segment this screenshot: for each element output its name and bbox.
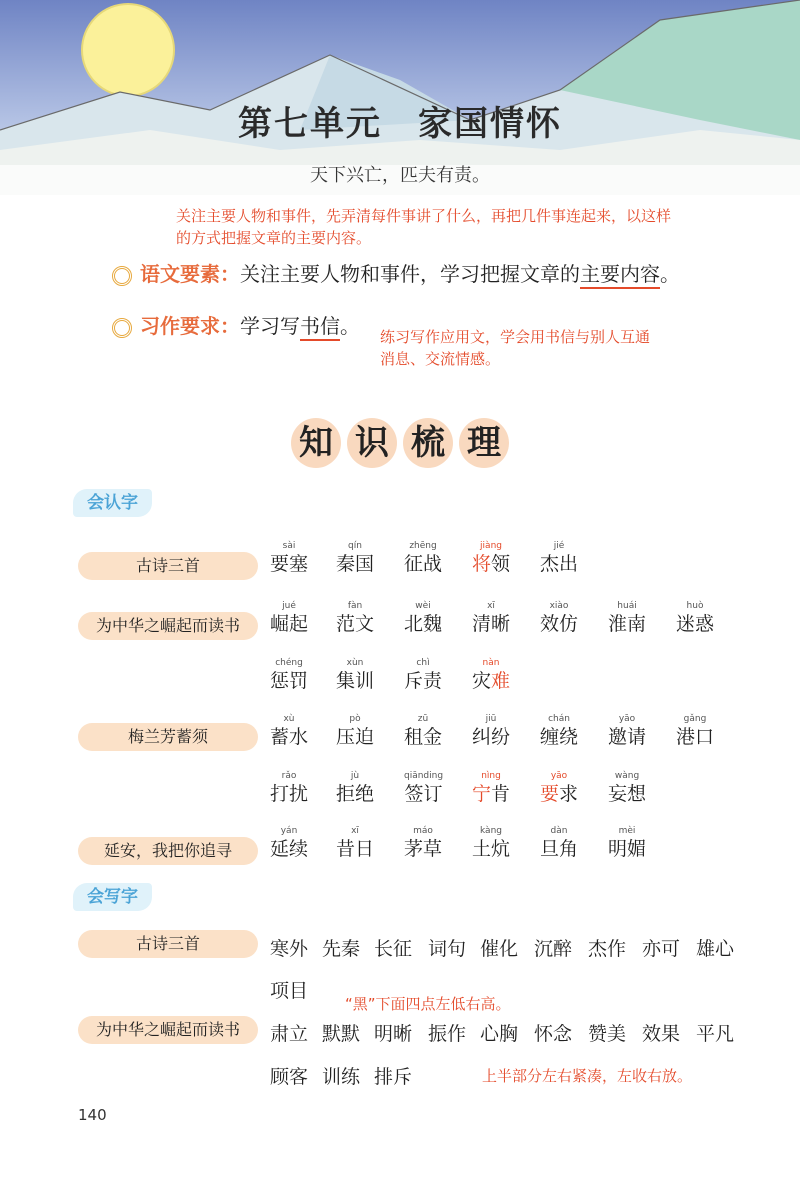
write-word: 雄心 <box>696 938 735 960</box>
word-chars: 杰出 <box>540 553 579 575</box>
pinyin: jiàng <box>480 541 502 551</box>
pinyin: wàng <box>614 771 640 781</box>
recognize-word <box>540 600 578 636</box>
write-word: 杰作 <box>588 938 627 960</box>
pinyin: yán <box>280 826 298 836</box>
pinyin: nìng <box>481 771 501 781</box>
recognize-word <box>608 713 646 749</box>
highlight-char: 要 <box>540 783 560 805</box>
recognize-word <box>608 825 646 861</box>
pinyin: xī <box>351 826 359 836</box>
word-chars: 惩罚 <box>270 670 309 692</box>
word-chars: 斥责 <box>404 670 443 692</box>
write-word: 排斥 <box>374 1066 413 1088</box>
word-chars: 拒绝 <box>336 783 375 805</box>
pinyin: wèi <box>415 601 431 611</box>
word-chars: 旦角 <box>540 838 579 860</box>
pinyin: yāo <box>550 771 568 781</box>
requirement-label: 习作要求： <box>140 314 240 338</box>
write-word: 亦可 <box>642 938 681 960</box>
pinyin: nàn <box>482 658 500 668</box>
word-chars: 蓄水 <box>270 726 309 748</box>
lesson-label: 延安，我把你追寻 <box>78 837 258 865</box>
recognize-word <box>472 657 510 693</box>
recognize-word <box>404 600 442 636</box>
section-title-char: 梳 <box>403 418 453 468</box>
write-word: 项目 <box>270 980 309 1002</box>
word-chars: 邀请 <box>608 726 647 748</box>
recognize-word <box>270 540 308 576</box>
write-word: 怀念 <box>534 1023 573 1045</box>
write-word: 心胸 <box>480 1023 519 1045</box>
pinyin: xùn <box>346 658 364 668</box>
pinyin: chéng <box>275 658 303 668</box>
recognize-word <box>404 713 442 749</box>
recognize-word <box>270 713 308 749</box>
pinyin: xī <box>487 601 495 611</box>
page-number: 140 <box>78 1106 107 1124</box>
write-word: 词句 <box>428 938 467 960</box>
recognize-word <box>404 770 443 806</box>
word-chars: 征战 <box>404 553 443 575</box>
pinyin: chì <box>416 658 430 668</box>
highlight-char: 将 <box>472 553 492 575</box>
word-chars: 将领 <box>472 553 511 575</box>
recognize-word <box>472 600 510 636</box>
write-word: 寒外 <box>270 938 309 960</box>
pinyin: huò <box>686 601 704 611</box>
write-word: 肃立 <box>270 1023 309 1045</box>
word-chars: 迷惑 <box>676 613 715 635</box>
requirement-text: 学习写 <box>240 314 300 338</box>
word-chars: 集训 <box>336 670 375 692</box>
recognize-word <box>404 540 442 576</box>
requirement-label: 语文要素： <box>140 262 240 286</box>
word-chars: 昔日 <box>336 838 375 860</box>
recognize-word <box>336 657 374 693</box>
requirement-underlined: 书信 <box>300 314 340 341</box>
word-chars: 港口 <box>676 726 715 748</box>
pinyin: sài <box>282 541 296 551</box>
write-word: 训练 <box>322 1066 361 1088</box>
tag-write: 会写字 <box>73 883 152 911</box>
recognize-word <box>336 540 374 576</box>
recognize-word <box>336 713 374 749</box>
write-word: 催化 <box>480 938 519 960</box>
pinyin: qín <box>348 541 362 551</box>
recognize-word <box>540 713 578 749</box>
lesson-label: 梅兰芳蓄须 <box>78 723 258 751</box>
word-chars: 妄想 <box>608 783 647 805</box>
lesson-label: 古诗三首 <box>78 552 258 580</box>
pinyin: rǎo <box>281 771 297 781</box>
requirement-xizuo <box>112 310 360 339</box>
unit-motto: 天下兴亡，匹夫有责。 <box>310 165 490 186</box>
word-chars: 北魏 <box>404 613 443 635</box>
recognize-word <box>472 770 510 806</box>
recognize-word <box>608 600 646 636</box>
write-word: 效果 <box>642 1023 681 1045</box>
section-title-knowledge <box>0 418 800 468</box>
write-word: 默默 <box>322 1023 361 1045</box>
requirement-underlined: 主要内容 <box>580 262 660 289</box>
write-word: 明晰 <box>374 1023 413 1045</box>
word-chars: 秦国 <box>336 553 375 575</box>
word-chars: 土炕 <box>472 838 511 860</box>
circle-bullet-icon <box>112 266 132 286</box>
pinyin: fàn <box>347 601 363 611</box>
word-chars: 要塞 <box>270 553 309 575</box>
pinyin: mèi <box>618 826 636 836</box>
pinyin: jié <box>553 541 565 551</box>
write-word: 振作 <box>428 1023 467 1045</box>
word-chars: 宁肯 <box>472 783 511 805</box>
word-chars: 租金 <box>404 726 443 748</box>
annotation-hei: “黑”下面四点左低右高。 <box>345 995 511 1013</box>
lesson-label: 为中华之崛起而读书 <box>78 1016 258 1044</box>
section-title-char: 知 <box>291 418 341 468</box>
write-word: 长征 <box>374 938 413 960</box>
pinyin: xù <box>283 714 295 724</box>
word-chars: 效仿 <box>540 613 579 635</box>
word-chars: 缠绕 <box>540 726 579 748</box>
pinyin: kàng <box>480 826 502 836</box>
recognize-word <box>404 825 442 861</box>
lesson-label: 古诗三首 <box>78 930 258 958</box>
pinyin: jiū <box>485 714 497 724</box>
write-word: 赞美 <box>588 1023 627 1045</box>
lesson-label: 为中华之崛起而读书 <box>78 612 258 640</box>
word-chars: 茅草 <box>404 838 443 860</box>
annotation-main-content: 关注主要人物和事件，先弄清每件事讲了什么，再把几件事连起来，以这样的方式把握文章的主要内容。 <box>176 207 672 247</box>
pinyin: gǎng <box>683 714 707 724</box>
word-chars: 灾难 <box>472 670 511 692</box>
pinyin: yāo <box>618 714 636 724</box>
pinyin: jù <box>350 771 360 781</box>
annotation-zan: 上半部分左右紧凑，左收右放。 <box>482 1067 693 1085</box>
word-chars: 纠纷 <box>472 726 511 748</box>
pinyin: chán <box>548 714 570 724</box>
write-word: 顾客 <box>270 1066 309 1088</box>
requirement-text: 关注主要人物和事件，学习把握文章的 <box>240 262 580 286</box>
pinyin: dàn <box>550 826 568 836</box>
pinyin: zū <box>417 714 429 724</box>
recognize-word <box>336 600 374 636</box>
word-chars: 范文 <box>336 613 375 635</box>
recognize-word <box>472 540 510 576</box>
recognize-word <box>472 825 510 861</box>
recognize-word <box>540 540 578 576</box>
recognize-word <box>404 657 442 693</box>
recognize-word <box>472 713 510 749</box>
requirement-end: 。 <box>340 314 360 338</box>
word-chars: 要求 <box>540 783 579 805</box>
pinyin: pò <box>349 714 361 724</box>
section-title-char: 识 <box>347 418 397 468</box>
recognize-word <box>540 825 578 861</box>
pinyin: máo <box>413 826 433 836</box>
pinyin: zhēng <box>409 541 437 551</box>
word-chars: 延续 <box>270 838 309 860</box>
recognize-word <box>676 600 714 636</box>
pinyin: jué <box>282 601 296 611</box>
recognize-word <box>336 770 374 806</box>
highlight-char: 宁 <box>472 783 492 805</box>
write-word: 平凡 <box>696 1023 735 1045</box>
moon <box>82 4 174 96</box>
recognize-word <box>270 770 308 806</box>
recognize-word <box>540 770 578 806</box>
recognize-word <box>676 713 714 749</box>
recognize-word <box>608 770 646 806</box>
highlight-char: 难 <box>491 670 511 692</box>
word-chars: 压迫 <box>336 726 375 748</box>
recognize-word <box>270 657 308 693</box>
recognize-word <box>270 825 308 861</box>
recognize-word <box>270 600 308 636</box>
write-word: 先秦 <box>322 938 361 960</box>
requirement-yuwen <box>112 258 680 287</box>
word-chars: 淮南 <box>608 613 647 635</box>
word-chars: 明媚 <box>608 838 647 860</box>
pinyin: xiào <box>549 601 569 611</box>
circle-bullet-icon <box>112 318 132 338</box>
word-chars: 清晰 <box>472 613 511 635</box>
pinyin: qiānding <box>404 771 444 781</box>
annotation-letter: 练习写作应用文，学会用书信与别人互通消息、交流情感。 <box>380 328 651 368</box>
word-chars: 打扰 <box>270 783 309 805</box>
word-chars: 崛起 <box>270 613 309 635</box>
word-chars: 签订 <box>404 783 443 805</box>
unit-title: 第七单元 家国情怀 <box>238 104 562 144</box>
tag-recognize: 会认字 <box>73 489 152 517</box>
requirement-end: 。 <box>660 262 680 286</box>
write-word: 沉醉 <box>534 938 573 960</box>
section-title-char: 理 <box>459 418 509 468</box>
pinyin: huái <box>617 601 637 611</box>
recognize-word <box>336 825 374 861</box>
